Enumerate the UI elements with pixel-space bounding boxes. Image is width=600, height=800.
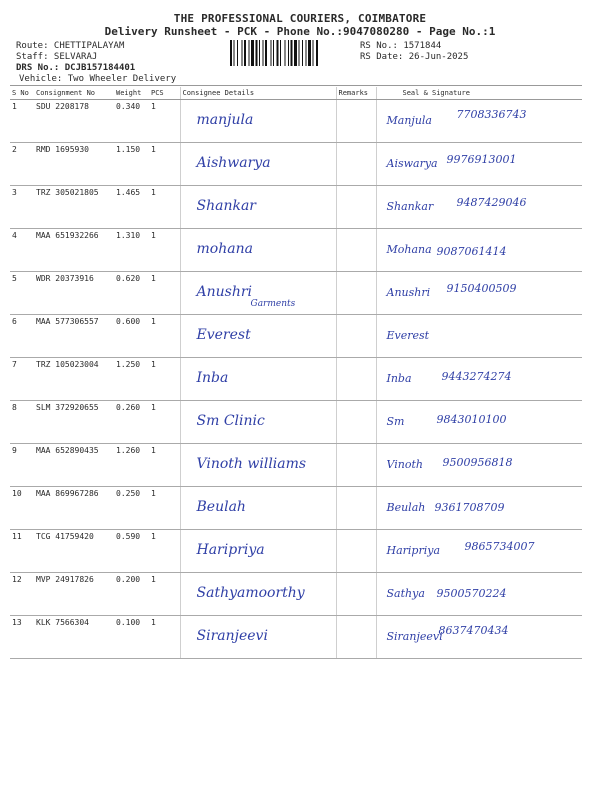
consignee-handwritten-name: Beulah bbox=[196, 499, 246, 515]
row-pcs: 1 bbox=[149, 100, 180, 143]
row-remarks bbox=[336, 229, 376, 272]
consignee-handwritten-name: Haripriya bbox=[196, 542, 265, 558]
consignee-handwritten-name: manjula bbox=[196, 112, 254, 128]
handwritten-phone: 9150400509 bbox=[446, 282, 517, 295]
row-signature bbox=[376, 487, 582, 530]
consignee-handwritten-note: Garments bbox=[250, 299, 296, 309]
handwritten-phone: 9500956818 bbox=[442, 456, 513, 469]
runsheet-table bbox=[10, 87, 582, 659]
row-consignment-no: MAA 577306557 bbox=[34, 315, 114, 358]
row-consignment-no: WDR 20373916 bbox=[34, 272, 114, 315]
row-sno: 5 bbox=[10, 272, 34, 315]
row-sno: 3 bbox=[10, 186, 34, 229]
vehicle-label: Vehicle: Two Wheeler Delivery bbox=[19, 74, 177, 84]
consignee-handwritten-name: Vinoth williams bbox=[196, 456, 307, 472]
consignee-handwritten-name: Sm Clinic bbox=[196, 413, 265, 429]
row-weight: 1.260 bbox=[114, 444, 149, 487]
rs-date: RS Date: 26-Jun-2025 bbox=[360, 52, 469, 62]
row-weight: 0.100 bbox=[114, 616, 149, 659]
table-row bbox=[10, 358, 582, 401]
consignee-handwritten-name: Sathyamoorthy bbox=[196, 585, 305, 601]
table-row bbox=[10, 530, 582, 573]
row-pcs: 1 bbox=[149, 186, 180, 229]
col-pcs: PCS bbox=[149, 87, 180, 100]
consignee-handwritten-name: Siranjeevi bbox=[196, 628, 268, 644]
col-consignee: Consignee Details bbox=[180, 87, 336, 100]
row-pcs: 1 bbox=[149, 487, 180, 530]
row-remarks bbox=[336, 315, 376, 358]
row-signature bbox=[376, 573, 582, 616]
row-pcs: 1 bbox=[149, 616, 180, 659]
col-sno: S No bbox=[10, 87, 34, 100]
row-remarks bbox=[336, 487, 376, 530]
row-sno: 9 bbox=[10, 444, 34, 487]
row-pcs: 1 bbox=[149, 143, 180, 186]
row-sno: 4 bbox=[10, 229, 34, 272]
row-pcs: 1 bbox=[149, 315, 180, 358]
handwritten-phone: 9361708709 bbox=[434, 501, 505, 514]
row-pcs: 1 bbox=[149, 444, 180, 487]
row-remarks bbox=[336, 100, 376, 143]
row-consignee bbox=[180, 143, 336, 186]
row-consignee bbox=[180, 530, 336, 573]
handwritten-signature: Shankar bbox=[386, 200, 434, 213]
consignee-handwritten-name: Aishwarya bbox=[196, 155, 271, 171]
row-remarks bbox=[336, 530, 376, 573]
row-sno: 2 bbox=[10, 143, 34, 186]
row-sno: 6 bbox=[10, 315, 34, 358]
handwritten-signature: Inba bbox=[386, 372, 412, 385]
row-signature bbox=[376, 358, 582, 401]
row-consignment-no: RMD 1695930 bbox=[34, 143, 114, 186]
row-consignee bbox=[180, 186, 336, 229]
row-weight: 0.600 bbox=[114, 315, 149, 358]
row-consignee bbox=[180, 444, 336, 487]
consignee-handwritten-name: Shankar bbox=[196, 198, 256, 214]
handwritten-phone: 9843010100 bbox=[436, 413, 507, 426]
row-weight: 0.250 bbox=[114, 487, 149, 530]
table-row bbox=[10, 143, 582, 186]
row-remarks bbox=[336, 444, 376, 487]
col-seal: Seal & Signature bbox=[376, 87, 582, 100]
table-row bbox=[10, 229, 582, 272]
row-signature bbox=[376, 272, 582, 315]
staff-label: Staff: SELVARAJ bbox=[16, 52, 98, 62]
row-consignee bbox=[180, 573, 336, 616]
row-remarks bbox=[336, 186, 376, 229]
row-signature bbox=[376, 530, 582, 573]
runsheet-subtitle: Delivery Runsheet - PCK - Phone No.:9047080280 - Page No.:1 bbox=[104, 25, 496, 38]
handwritten-phone: 8637470434 bbox=[438, 624, 509, 637]
row-consignment-no: TCG 41759420 bbox=[34, 530, 114, 573]
row-signature bbox=[376, 401, 582, 444]
row-remarks bbox=[336, 143, 376, 186]
consignee-handwritten-name: Everest bbox=[196, 327, 251, 343]
row-signature bbox=[376, 616, 582, 659]
handwritten-phone: 9443274274 bbox=[441, 370, 512, 383]
row-consignee bbox=[180, 100, 336, 143]
handwritten-signature: Aiswarya bbox=[386, 157, 438, 170]
handwritten-signature: Beulah bbox=[386, 501, 426, 514]
row-signature bbox=[376, 315, 582, 358]
handwritten-phone: 9487429046 bbox=[456, 196, 527, 209]
row-weight: 1.465 bbox=[114, 186, 149, 229]
row-weight: 1.250 bbox=[114, 358, 149, 401]
row-pcs: 1 bbox=[149, 229, 180, 272]
row-sno: 11 bbox=[10, 530, 34, 573]
consignee-handwritten-name: Anushri bbox=[196, 284, 253, 300]
row-signature bbox=[376, 100, 582, 143]
row-consignment-no: TRZ 305021805 bbox=[34, 186, 114, 229]
row-consignee bbox=[180, 272, 336, 315]
table-row bbox=[10, 186, 582, 229]
row-sno: 7 bbox=[10, 358, 34, 401]
row-remarks bbox=[336, 401, 376, 444]
row-remarks bbox=[336, 358, 376, 401]
row-weight: 1.310 bbox=[114, 229, 149, 272]
row-consignment-no: KLK 7566304 bbox=[34, 616, 114, 659]
drs-number: DRS No.: DCJB157184401 bbox=[16, 63, 136, 73]
row-signature bbox=[376, 229, 582, 272]
row-pcs: 1 bbox=[149, 272, 180, 315]
barcode bbox=[229, 40, 354, 66]
rs-number: RS No.: 1571844 bbox=[360, 41, 442, 51]
row-consignee bbox=[180, 229, 336, 272]
row-signature bbox=[376, 186, 582, 229]
company-title: THE PROFESSIONAL COURIERS, COIMBATORE bbox=[173, 12, 427, 25]
row-consignment-no: MAA 869967286 bbox=[34, 487, 114, 530]
handwritten-signature: Sm bbox=[386, 415, 405, 428]
row-pcs: 1 bbox=[149, 573, 180, 616]
table-row bbox=[10, 573, 582, 616]
table-row bbox=[10, 444, 582, 487]
row-remarks bbox=[336, 272, 376, 315]
table-header-row bbox=[10, 87, 582, 100]
row-weight: 0.340 bbox=[114, 100, 149, 143]
handwritten-signature: Siranjeevi bbox=[386, 630, 443, 643]
consignee-handwritten-name: Inba bbox=[196, 370, 229, 386]
row-consignment-no: MVP 24917826 bbox=[34, 573, 114, 616]
row-consignee bbox=[180, 315, 336, 358]
row-sno: 10 bbox=[10, 487, 34, 530]
row-consignment-no: TRZ 105023004 bbox=[34, 358, 114, 401]
row-weight: 0.620 bbox=[114, 272, 149, 315]
row-signature bbox=[376, 444, 582, 487]
consignee-handwritten-name: mohana bbox=[196, 241, 253, 257]
table-row bbox=[10, 315, 582, 358]
handwritten-signature: Vinoth bbox=[386, 458, 423, 471]
row-weight: 1.150 bbox=[114, 143, 149, 186]
col-remarks: Remarks bbox=[336, 87, 376, 100]
row-pcs: 1 bbox=[149, 358, 180, 401]
row-consignee bbox=[180, 358, 336, 401]
handwritten-signature: Mohana bbox=[386, 243, 432, 256]
table-row bbox=[10, 616, 582, 659]
row-sno: 13 bbox=[10, 616, 34, 659]
row-sno: 8 bbox=[10, 401, 34, 444]
table-row bbox=[10, 401, 582, 444]
row-remarks bbox=[336, 616, 376, 659]
table-row bbox=[10, 272, 582, 315]
handwritten-phone: 9500570224 bbox=[436, 587, 507, 600]
row-consignee bbox=[180, 401, 336, 444]
table-row bbox=[10, 487, 582, 530]
row-sno: 1 bbox=[10, 100, 34, 143]
handwritten-signature: Haripriya bbox=[386, 544, 441, 557]
handwritten-phone: 9087061414 bbox=[436, 245, 507, 258]
handwritten-phone: 9976913001 bbox=[446, 153, 517, 166]
handwritten-phone: 9865734007 bbox=[464, 540, 535, 553]
row-consignee bbox=[180, 487, 336, 530]
row-pcs: 1 bbox=[149, 530, 180, 573]
row-consignment-no: SLM 372920655 bbox=[34, 401, 114, 444]
row-remarks bbox=[336, 573, 376, 616]
handwritten-signature: Anushri bbox=[386, 286, 431, 299]
col-weight: Weight bbox=[114, 87, 149, 100]
handwritten-phone: 7708336743 bbox=[456, 108, 527, 121]
row-consignment-no: MAA 652890435 bbox=[34, 444, 114, 487]
row-pcs: 1 bbox=[149, 401, 180, 444]
row-weight: 0.260 bbox=[114, 401, 149, 444]
header-rule bbox=[10, 85, 582, 86]
row-consignee bbox=[180, 616, 336, 659]
col-consignment: Consignment No bbox=[34, 87, 114, 100]
route-label: Route: CHETTIPALAYAM bbox=[16, 41, 125, 51]
row-signature bbox=[376, 143, 582, 186]
table-row bbox=[10, 100, 582, 143]
handwritten-signature: Manjula bbox=[386, 114, 432, 127]
row-consignment-no: MAA 651932266 bbox=[34, 229, 114, 272]
row-consignment-no: SDU 2208178 bbox=[34, 100, 114, 143]
handwritten-signature: Sathya bbox=[386, 587, 425, 600]
row-weight: 0.200 bbox=[114, 573, 149, 616]
row-weight: 0.590 bbox=[114, 530, 149, 573]
row-sno: 12 bbox=[10, 573, 34, 616]
handwritten-signature: Everest bbox=[386, 329, 430, 342]
